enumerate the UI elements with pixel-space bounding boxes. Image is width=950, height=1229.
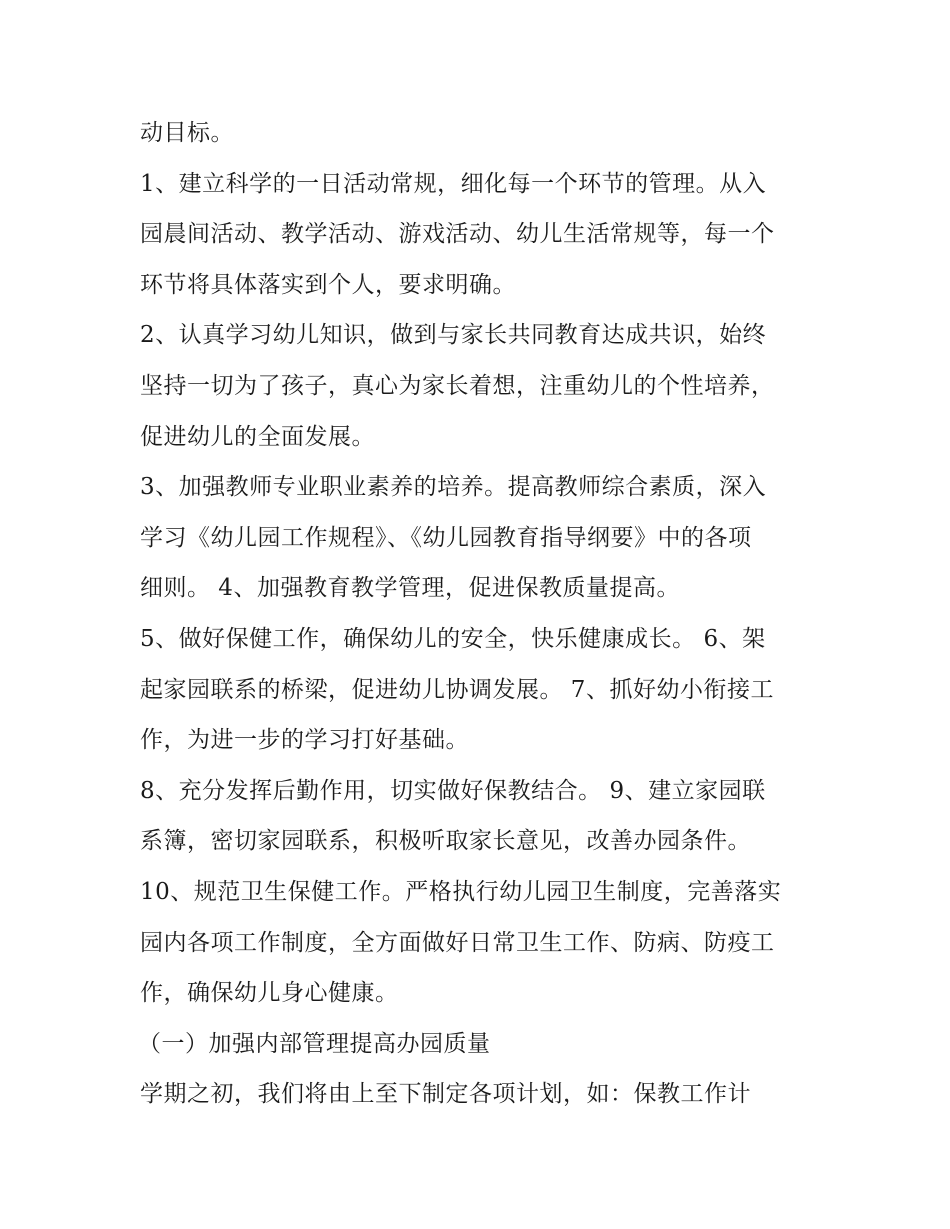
text-line: 3、加强教师专业职业素养的培养。提高教师综合素质，深入 xyxy=(140,474,767,501)
document-body xyxy=(140,108,820,1120)
text-line: 学习《幼儿园工作规程》、《幼儿园教育指导纲要》中的各项 xyxy=(140,524,752,551)
text-line: 促进幼儿的全面发展。 xyxy=(140,423,375,450)
text-line: 10、规范卫生保健工作。严格执行幼儿园卫生制度，完善落实 xyxy=(140,878,782,905)
text-line: 环节将具体落实到个人，要求明确。 xyxy=(140,271,516,298)
text-line: 作，确保幼儿身心健康。 xyxy=(140,980,399,1007)
text-line: 5、做好保健工作，确保幼儿的安全，快乐健康成长。 6、架 xyxy=(140,625,766,652)
section-heading: （一）加强内部管理提高办园质量 xyxy=(138,1030,491,1057)
text-line: 2、认真学习幼儿知识，做到与家长共同教育达成共识，始终 xyxy=(140,322,767,349)
text-line: 系簿，密切家园联系，积极听取家长意见，改善办园条件。 xyxy=(140,828,751,855)
text-line: 细则。 4、加强教育教学管理，促进保教质量提高。 xyxy=(140,575,680,602)
text-line: 园内各项工作制度，全方面做好日常卫生工作、防病、防疫工 xyxy=(140,929,775,956)
text-line: 坚持一切为了孩子，真心为家长着想，注重幼儿的个性培养， xyxy=(140,372,775,399)
text-line: 园晨间活动、教学活动、游戏活动、幼儿生活常规等，每一个 xyxy=(140,221,775,248)
text-line: 8、充分发挥后勤作用，切实做好保教结合。 9、建立家园联 xyxy=(140,777,766,804)
text-line: 1、建立科学的一日活动常规，细化每一个环节的管理。从入 xyxy=(140,170,767,197)
text-line: 作，为进一步的学习打好基础。 xyxy=(140,727,469,754)
text-line: 动目标。 xyxy=(140,120,234,146)
text-line: 学期之初，我们将由上至下制定各项计划，如：保教工作计 xyxy=(140,1081,751,1108)
text-line: 起家园联系的桥梁，促进幼儿协调发展。 7、抓好幼小衔接工 xyxy=(140,676,774,703)
